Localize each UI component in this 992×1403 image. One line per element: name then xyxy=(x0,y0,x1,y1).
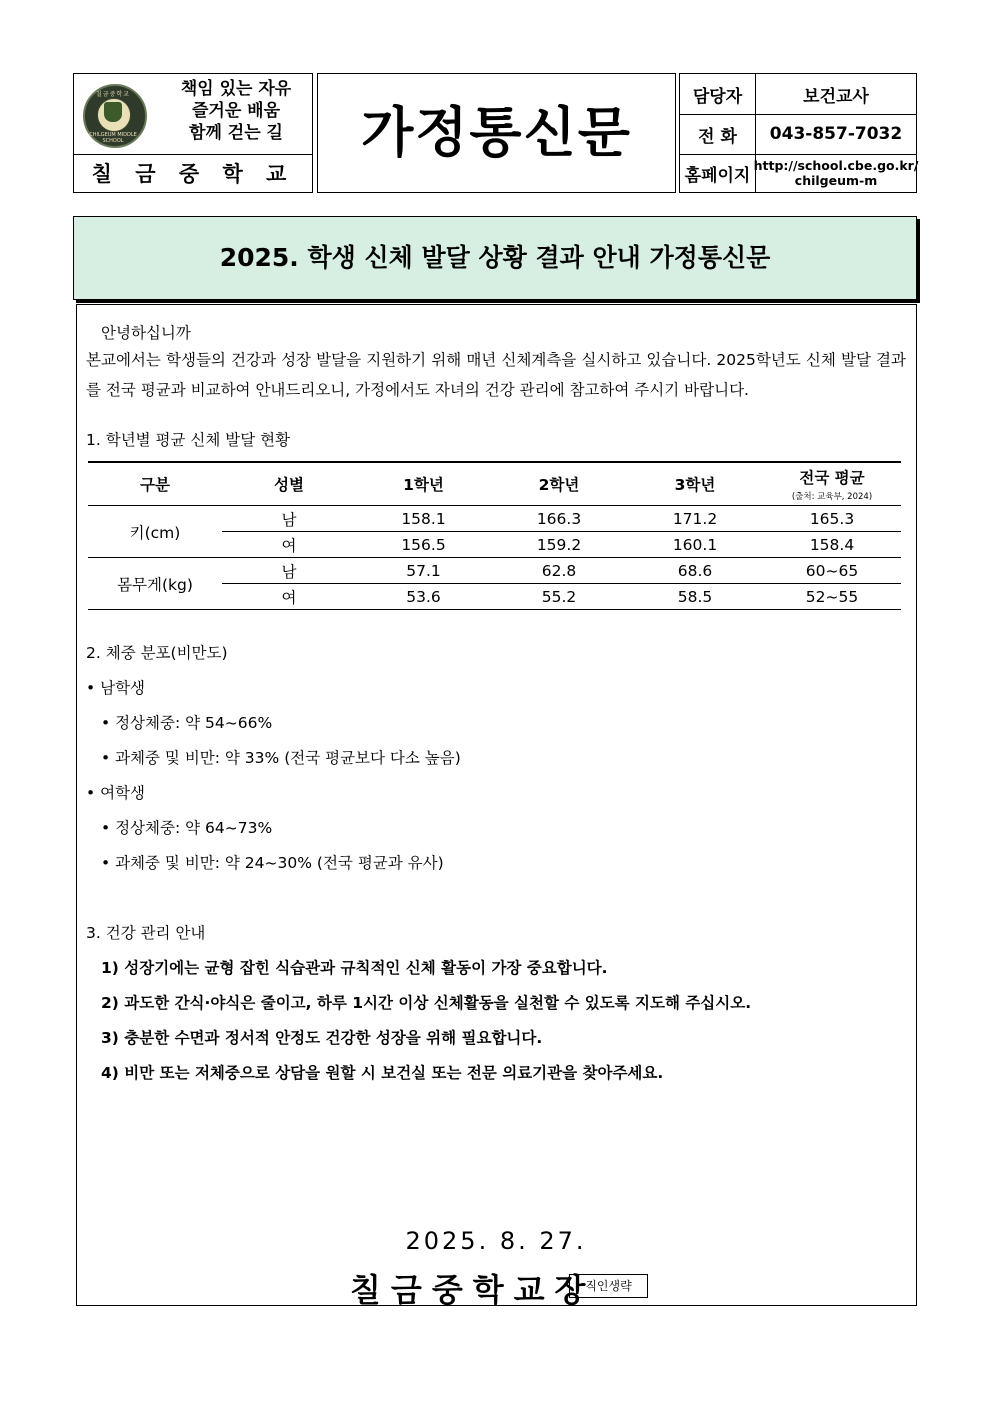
principal-signature: 칠금중학교장 xyxy=(350,1271,596,1309)
column-header: 구분 xyxy=(88,462,222,506)
section2-heading: 2. 체중 분포(비만도) xyxy=(86,644,228,662)
table-cell: 55.2 xyxy=(491,584,627,610)
school-logo xyxy=(83,84,147,148)
table-cell: 159.2 xyxy=(491,532,627,558)
table-cell: 남 xyxy=(222,558,356,584)
column-header: 성별 xyxy=(222,462,356,506)
table-row xyxy=(88,558,901,584)
table-cell: 171.2 xyxy=(627,506,763,532)
column-header: 3학년 xyxy=(627,462,763,506)
seal-omitted-stamp: 직인생략 xyxy=(569,1274,648,1298)
table-cell: 166.3 xyxy=(491,506,627,532)
issue-date: 2025. 8. 27. xyxy=(405,1227,587,1255)
school-info-box xyxy=(73,73,313,193)
table-cell: 60~65 xyxy=(763,558,901,584)
table-cell: 158.1 xyxy=(356,506,491,532)
table-cell: 여 xyxy=(222,584,356,610)
contact-label: 담당자 xyxy=(680,74,756,114)
logo-text-bottom: CHILGEUM MIDDLE SCHOOL xyxy=(89,132,137,144)
list-item: 4) 비만 또는 저체중으로 상담을 원할 시 보건실 또는 전문 의료기관을 찾아주세요. xyxy=(101,1064,664,1082)
row-category: 몸무게(kg) xyxy=(88,558,222,610)
row-category: 키(cm) xyxy=(88,506,222,558)
table-cell: 160.1 xyxy=(627,532,763,558)
title-box xyxy=(317,73,676,193)
list-item: 3) 충분한 수면과 정서적 안정도 건강한 성장을 위해 필요합니다. xyxy=(101,1029,543,1047)
section1-heading: 1. 학년별 평균 신체 발달 현황 xyxy=(86,431,291,449)
contact-row-homepage xyxy=(680,154,919,192)
table-cell: 53.6 xyxy=(356,584,491,610)
table-cell: 158.4 xyxy=(763,532,901,558)
contact-row-manager xyxy=(680,74,916,115)
motto-line: 함께 걷는 길 xyxy=(189,123,283,143)
motto-line: 책임 있는 자유 xyxy=(180,79,292,99)
column-header: 2학년 xyxy=(491,462,627,506)
table-cell: 58.5 xyxy=(627,584,763,610)
table-row xyxy=(88,506,901,532)
logo-emblem-icon xyxy=(104,102,122,122)
list-item: 2) 과도한 간식·야식은 줄이고, 하루 1시간 이상 신체활동을 실천할 수 있도록 지도해 주십시오. xyxy=(101,994,752,1012)
banner-title: 2025. 학생 신체 발달 상황 결과 안내 가정통신문 xyxy=(219,243,771,272)
table-cell: 68.6 xyxy=(627,558,763,584)
contact-value: 043-857-7032 xyxy=(769,124,903,144)
title-banner xyxy=(73,216,917,300)
contact-value: 보건교사 xyxy=(803,86,869,107)
table-cell: 남 xyxy=(222,506,356,532)
list-item: • 과체중 및 비만: 약 33% (전국 평균보다 다소 높음) xyxy=(101,749,461,767)
table-cell: 52~55 xyxy=(763,584,901,610)
source-note: (출처: 교육부, 2024) xyxy=(791,492,873,502)
female-label: • 여학생 xyxy=(86,784,145,802)
intro-paragraph: 본교에서는 학생들의 건강과 성장 발달을 지원하기 위해 매년 신체계측을 실시하고 있습니다. 2025학년도 신체 발달 결과를 전국 평균과 비교하여 안내드리오니, 가정에서도 자녀의 건강 관리에 참고하여 주시기 바랍니다. xyxy=(86,351,906,399)
document-title: 가정통신문 xyxy=(361,101,632,164)
male-label: • 남학생 xyxy=(86,679,145,697)
logo-text-top: 칠금중학교 xyxy=(96,91,130,98)
school-motto xyxy=(166,78,306,144)
contact-info-table xyxy=(679,73,917,193)
school-name: 칠 금 중 학 교 xyxy=(91,162,295,186)
table-cell: 57.1 xyxy=(356,558,491,584)
motto-area xyxy=(74,74,312,155)
body-frame xyxy=(76,304,917,1306)
list-item: • 과체중 및 비만: 약 24~30% (전국 평균과 유사) xyxy=(101,854,444,872)
contact-row-phone xyxy=(680,114,916,155)
column-header-national xyxy=(763,462,901,506)
contact-label: 전 화 xyxy=(680,114,756,154)
homepage-link[interactable]: http://school.cbe.go.kr/ chilgeum-m xyxy=(753,158,919,188)
column-header: 1학년 xyxy=(356,462,491,506)
motto-line: 즐거운 배움 xyxy=(191,101,281,121)
list-item: • 정상체중: 약 54~66% xyxy=(101,714,273,732)
section3-heading: 3. 건강 관리 안내 xyxy=(86,924,206,942)
growth-stats-table xyxy=(88,461,901,610)
table-cell: 156.5 xyxy=(356,532,491,558)
table-cell: 165.3 xyxy=(763,506,901,532)
list-item: • 정상체중: 약 64~73% xyxy=(101,819,273,837)
contact-label: 홈페이지 xyxy=(680,154,756,192)
column-header: 전국 평균 xyxy=(799,469,865,487)
list-item: 1) 성장기에는 균형 잡힌 식습관과 규칙적인 신체 활동이 가장 중요합니다. xyxy=(101,959,608,977)
greeting: 안녕하십니까 xyxy=(101,324,191,342)
table-cell: 62.8 xyxy=(491,558,627,584)
table-header-row xyxy=(88,462,901,506)
table-cell: 여 xyxy=(222,532,356,558)
